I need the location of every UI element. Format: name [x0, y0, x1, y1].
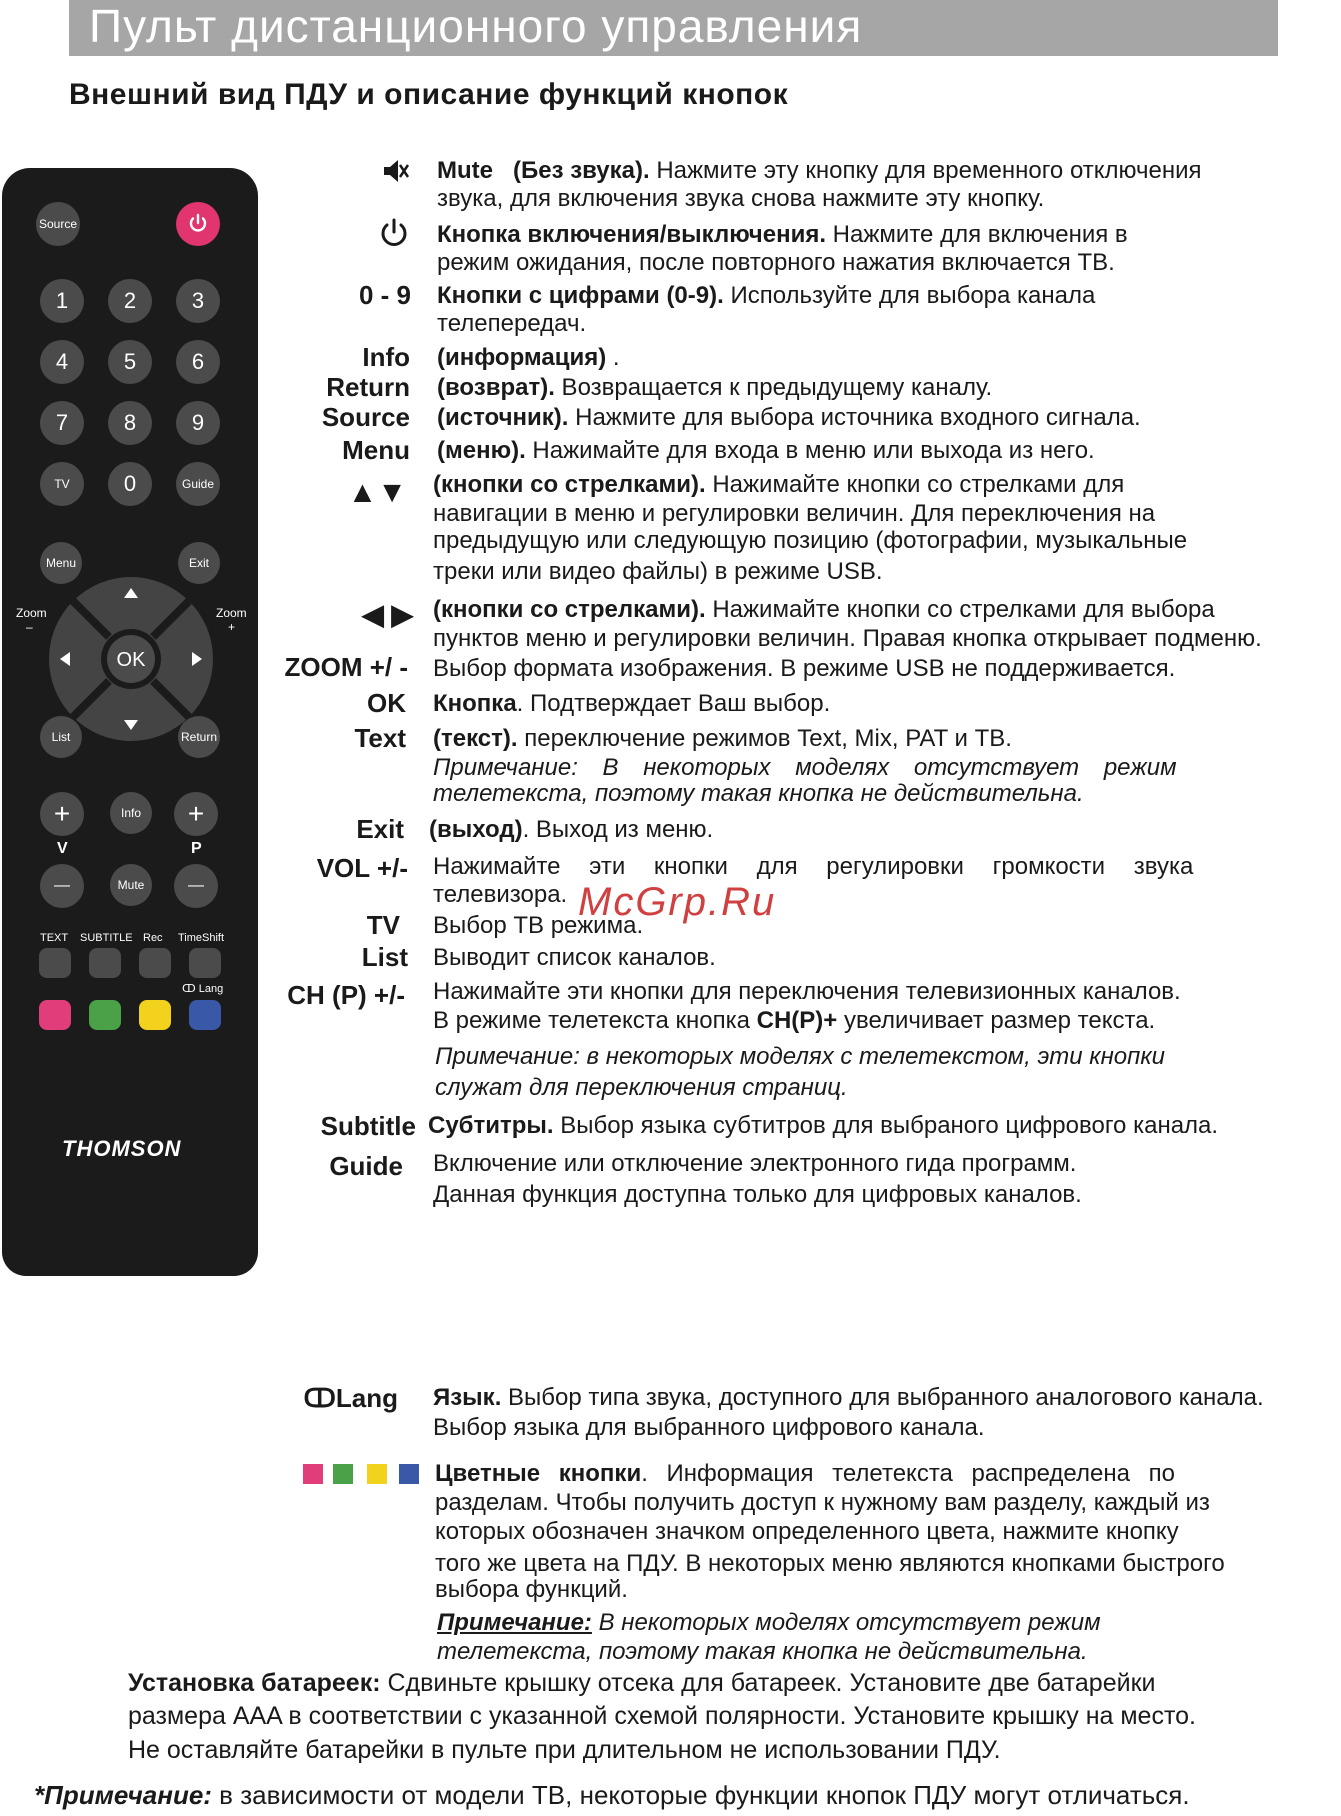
section-subtitle: Внешний вид ПДУ и описание функций кнопок: [69, 78, 789, 111]
info-key: Info: [362, 342, 410, 372]
remote-blue-button: [189, 1000, 221, 1030]
remote-source-button: Source: [36, 202, 80, 246]
remote-vol-up-button: +: [40, 792, 84, 836]
power-icon: [186, 212, 210, 236]
info-description: (информация) .: [437, 344, 620, 371]
colors-description-line3: которых обозначен значком определенного цвета, нажмите кнопку: [435, 1518, 1179, 1545]
remote-tv-button: TV: [40, 462, 84, 506]
remote-text-button: [39, 948, 71, 978]
mute-icon: [380, 156, 410, 186]
vol-description: Нажимайте эти кнопки для регулировки громкости звука: [433, 853, 1194, 880]
footnote: *Примечание: в зависимости от модели ТВ, некоторые функции кнопок ПДУ могут отличаться.: [34, 1780, 1190, 1810]
text-key: Text: [354, 723, 406, 753]
remote-exit-button: Exit: [178, 542, 220, 584]
mute-title: Mute: [437, 157, 493, 184]
remote-zoom-left-label: Zoom: [16, 606, 47, 620]
digits-key: 0 - 9: [358, 280, 411, 310]
green-square-icon: [333, 1464, 353, 1484]
battery-line3: Не оставляйте батарейки в пульте при длительном не использовании ПДУ.: [128, 1736, 1001, 1764]
remote-digit-9: 9: [176, 401, 220, 445]
source-key: Source: [321, 402, 410, 432]
list-description: Выводит список каналов.: [433, 944, 716, 971]
leftright-description: (кнопки со стрелками). Нажимайте кнопки со стрелками для выбора: [433, 596, 1215, 623]
remote-red-button: [39, 1000, 71, 1030]
guide-description-line2: Данная функция доступна только для цифровых каналов.: [433, 1181, 1082, 1208]
ch-note-line2: служат для переключения страниц.: [435, 1074, 848, 1101]
battery-line1: Установка батареек: Сдвиньте крышку отсека для батареек. Установите две батарейки: [128, 1669, 1156, 1697]
zoom-key: ZOOM +/ -: [284, 652, 408, 682]
colors-description: Цветные кнопки. Информация телетекста распределена по: [435, 1460, 1175, 1487]
zoom-description: Выбор формата изображения. В режиме USB не поддерживается.: [433, 655, 1176, 682]
remote-zoom-left-sign: –: [26, 620, 33, 634]
updown-description: (кнопки со стрелками). Нажимайте кнопки со стрелками для: [433, 471, 1125, 498]
remote-timeshift-label: TimeShift: [178, 932, 225, 944]
mute-paren: (Без звука).: [513, 157, 650, 184]
remote-list-button: List: [40, 716, 82, 758]
title-banner: [69, 0, 1278, 56]
lang-description: Язык. Выбор типа звука, доступного для выбранного аналогового канала.: [433, 1384, 1264, 1411]
remote-digit-2: 2: [108, 279, 152, 323]
vol-description-line2: телевизора.: [433, 881, 568, 908]
guide-key: Guide: [329, 1151, 403, 1181]
ch-note-line1: Примечание: в некоторых моделях с телетекстом, эти кнопки: [435, 1043, 1166, 1070]
lang-description-line2: Выбор языка для выбранного цифрового канала.: [433, 1414, 985, 1441]
menu-description: (меню). Нажимайте для входа в меню или выхода из него.: [437, 437, 1095, 464]
leftright-arrows-icon: ◀ ▶: [362, 599, 413, 630]
return-key: Return: [326, 372, 410, 402]
lang-icon: ↀ: [303, 1383, 336, 1413]
remote-brand-logo: THOMSON: [62, 1136, 182, 1161]
exit-key: Exit: [356, 814, 404, 844]
ch-description: Нажимайте эти кнопки для переключения телевизионных каналов.: [433, 978, 1181, 1005]
vol-key: VOL +/-: [316, 853, 408, 883]
updown-description-line3: предыдущую или следующую позицию (фотографии, музыкальные: [433, 527, 1188, 554]
leftright-description-line2: пунктов меню и регулировки величин. Правая кнопка открывает подменю.: [433, 625, 1262, 652]
remote-digit-4: 4: [40, 340, 84, 384]
yellow-square-icon: [367, 1464, 387, 1484]
menu-key: Menu: [342, 435, 410, 465]
remote-digit-1: 1: [40, 279, 84, 323]
digits-description-line2: телепередач.: [437, 310, 587, 337]
colors-note-line2: телетекста, поэтому такая кнопка не действительна.: [437, 1638, 1088, 1665]
remote-p-label: P: [191, 840, 202, 857]
red-square-icon: [303, 1464, 323, 1484]
remote-power-button: [176, 202, 220, 246]
colors-description-line5: выбора функций.: [435, 1576, 628, 1603]
remote-zoom-right-label: Zoom: [216, 606, 247, 620]
power-icon: [377, 216, 411, 250]
remote-yellow-button: [139, 1000, 171, 1030]
remote-digit-8: 8: [108, 401, 152, 445]
lang-key: ↀLang: [303, 1383, 398, 1413]
source-description: (источник). Нажмите для выбора источника входного сигнала.: [437, 404, 1141, 431]
remote-lang-label: [182, 982, 223, 995]
colors-description-line2: разделам. Чтобы получить доступ к нужному вам разделу, каждый из: [435, 1489, 1210, 1516]
ok-key: OK: [367, 688, 406, 718]
remote-ch-down-button: —: [174, 864, 218, 908]
text-note-line2: телетекста, поэтому такая кнопка не действительна.: [433, 780, 1084, 807]
colors-note-line1: Примечание: В некоторых моделях отсутствует режим: [437, 1609, 1101, 1636]
remote-rec-label: Rec: [143, 932, 163, 944]
guide-description: Включение или отключение электронного гида программ.: [433, 1150, 1077, 1177]
power-description-line2: режим ожидания, после повторного нажатия включается ТВ.: [437, 249, 1115, 276]
remote-menu-button: Menu: [40, 542, 82, 584]
ch-key: CH (P) +/-: [287, 980, 405, 1010]
subtitle-description: Субтитры. Выбор языка субтитров для выбраного цифрового канала.: [428, 1112, 1219, 1139]
remote-vol-down-button: —: [40, 864, 84, 908]
remote-guide-button: Guide: [176, 462, 220, 506]
remote-mute-button: Mute: [110, 864, 152, 906]
remote-digit-5: 5: [108, 340, 152, 384]
text-note-line1: Примечание: В некоторых моделях отсутствует режим: [433, 754, 1177, 781]
remote-text-label: TEXT: [40, 932, 69, 944]
mute-description-line2: звука, для включения звука снова нажмите эту кнопку.: [437, 185, 1045, 212]
remote-digit-7: 7: [40, 401, 84, 445]
ok-description: Кнопка. Подтверждает Ваш выбор.: [433, 690, 831, 717]
lang-icon: ↀ: [182, 983, 196, 995]
remote-ok-button: OK: [116, 648, 146, 671]
remote-return-button: Return: [178, 716, 220, 758]
remote-rec-button: [139, 948, 171, 978]
remote-zoom-right-sign: +: [228, 620, 236, 634]
exit-description: (выход). Выход из меню.: [429, 816, 714, 843]
text-description: (текст). переключение режимов Text, Mix, PAT и ТВ.: [433, 725, 1012, 752]
blue-square-icon: [399, 1464, 419, 1484]
subtitle-key: Subtitle: [320, 1111, 416, 1141]
colors-description-line4: того же цвета на ПДУ. В некоторых меню являются кнопками быстрого: [435, 1550, 1225, 1577]
remote-green-button: [89, 1000, 121, 1030]
remote-digit-3: 3: [176, 279, 220, 323]
battery-line2: размера AAA в соответствии с указанной схемой полярности. Установите крышку на место.: [128, 1702, 1196, 1730]
tv-key: TV: [366, 910, 400, 940]
page-title: Пульт дистанционного управления: [89, 0, 863, 52]
remote-timeshift-button: [189, 948, 221, 978]
updown-description-line2: навигации в меню и регулировки величин. Для переключения на: [433, 500, 1156, 527]
remote-digit-0: 0: [108, 462, 152, 506]
return-description: (возврат). Возвращается к предыдущему каналу.: [437, 374, 993, 401]
remote-lang-text: Lang: [198, 983, 224, 995]
updown-description-line4: треки или видео файлы) в режиме USB.: [433, 558, 883, 585]
remote-subtitle-button: [89, 948, 121, 978]
mute-description: Mute (Без звука). Нажмите эту кнопку для временного отключения: [437, 157, 1202, 184]
list-key: List: [361, 942, 408, 972]
ch-description-line2: В режиме телетекста кнопка CH(P)+ увеличивает размер текста.: [433, 1007, 1156, 1034]
digits-description: Кнопки с цифрами (0-9). Используйте для выбора канала: [437, 282, 1096, 309]
tv-description: Выбор ТВ режима.: [433, 912, 644, 939]
remote-illustration: [2, 168, 258, 1276]
remote-v-label: V: [57, 840, 68, 857]
watermark: McGrp.Ru: [578, 880, 777, 924]
power-description: Кнопка включения/выключения. Нажмите для включения в: [437, 221, 1128, 248]
remote-subtitle-label: SUBTITLE: [80, 932, 133, 944]
updown-arrows-icon: ▲▼: [347, 476, 407, 509]
remote-info-button: Info: [110, 792, 152, 834]
remote-ch-up-button: +: [174, 792, 218, 836]
remote-digit-6: 6: [176, 340, 220, 384]
